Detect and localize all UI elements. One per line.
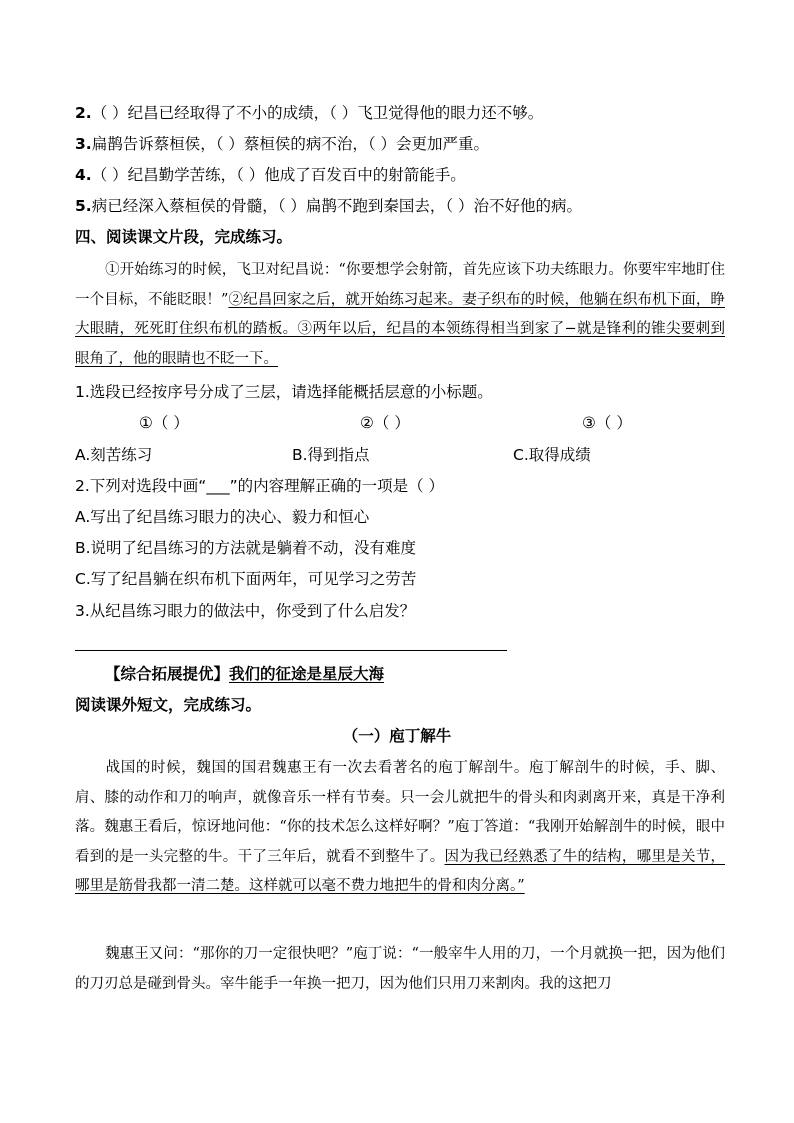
question-1: 1.选段已经按序号分成了三层，请选择能概括层意的小标题。 [75, 383, 493, 401]
passage-layer-2-underlined: ②纪昌回家之后，就开始练习起来。妻子织布的时候，他躺在织布机下面，睁大眼睛，死死盯住织布机的踏板。 [75, 291, 725, 337]
q1-option-a: A.刻苦练习 [75, 446, 153, 464]
extension-bracket: 【综合拓展提优】 [105, 665, 230, 683]
extension-heading [105, 663, 384, 685]
question-3: 3.从纪昌练习眼力的做法中，你受到了什么启发？ [75, 602, 416, 620]
story-underlined-sentence: 因为我已经熟悉了牛的结构，哪里是关节，哪里是筋骨我都一清二楚。这样就可以毫不费力地把牛的骨和肉分离。” [75, 848, 726, 894]
story-paragraph-2: 魏惠王又问：“那你的刀一定很快吧？”庖丁说：“一般宰牛人用的刀，一个月就换一把，因为他们的刀刃总是碰到骨头。宰牛能手一年换一把刀，因为他们只用刀来割肉。我的这把刀 [75, 946, 725, 992]
q1-answer-slots [75, 412, 725, 434]
fill-item-2: 2.（ ）纪昌已经取得了不小的成绩，（ ）飞卫觉得他的眼力还不够。 [75, 104, 544, 122]
q2-option-a: A.写出了纪昌练习眼力的决心、毅力和恒心 [75, 508, 370, 526]
q1-option-c: C.取得成绩 [513, 446, 591, 464]
reading-instruction: 阅读课外短文，完成练习。 [75, 696, 262, 714]
q1-options [75, 444, 725, 466]
story-paragraph-1: 战国的时候，魏国的国君魏惠王有一次去看著名的庖丁解剖牛。庖丁解剖牛的时候，手、脚、肩、膝的动作和刀的响声，就像音乐一样有节奏。只一会儿就把牛的骨头和肉剥离开来，真是干净利落。魏惠王看后，惊讶地问他：“你的技术怎么这样好啊？”庖丁答道：“我刚开始解剖牛的时候，眼中看到的是一头完整的牛。干了三年后，就看不到整牛了。因为我已经熟悉了牛的结构，哪里是关节，哪里是筋骨我都一清二楚。这样就可以毫不费力地把牛的骨和肉分离。” [75, 760, 726, 894]
question-2: 2.下列对选段中画“___”的内容理解正确的一项是（ ） [75, 477, 445, 495]
story-title: （一）庖丁解牛 [342, 727, 452, 745]
q2-option-c: C.写了纪昌躺在织布机下面两年，可见学习之劳苦 [75, 570, 417, 588]
passage-layer-1: ①开始练习的时候，飞卫对纪昌说：“你要想学会射箭，首先应该下功夫练眼力。你要牢牢地盯住一个目标，不能眨眼！” [75, 262, 725, 308]
fill-item-3: 3.扁鹊告诉蔡桓侯，（ ）蔡桓侯的病不治，（ ）会更加严重。 [75, 135, 490, 153]
q2-option-b: B.说明了纪昌练习的方法就是躺着不动，没有难度 [75, 539, 417, 557]
extension-title: 我们的征途是星辰大海 [229, 665, 385, 683]
q1-slot-3[interactable]: ③（ ） [582, 414, 632, 432]
q1-option-b: B.得到指点 [292, 446, 370, 464]
fill-item-4: 4.（ ）纪昌勤学苦练，（ ）他成了百发百中的射箭能手。 [75, 166, 466, 184]
section-heading: 四、阅读课文片段，完成练习。 [75, 228, 293, 246]
answer-line[interactable] [75, 650, 507, 651]
q1-slot-1[interactable]: ①（ ） [139, 414, 189, 432]
fill-item-5: 5.病已经深入蔡桓侯的骨髓，（ ）扁鹊不跑到秦国去，（ ）治不好他的病。 [75, 197, 583, 215]
passage-layer-3-underlined: ③两年以后，纪昌的本领练得相当到家了−就是锋利的锥尖要刺到眼角了，他的眼睛也不眨一下。 [75, 321, 726, 367]
q1-slot-2[interactable]: ②（ ） [360, 414, 410, 432]
passage-excerpt [75, 256, 725, 374]
